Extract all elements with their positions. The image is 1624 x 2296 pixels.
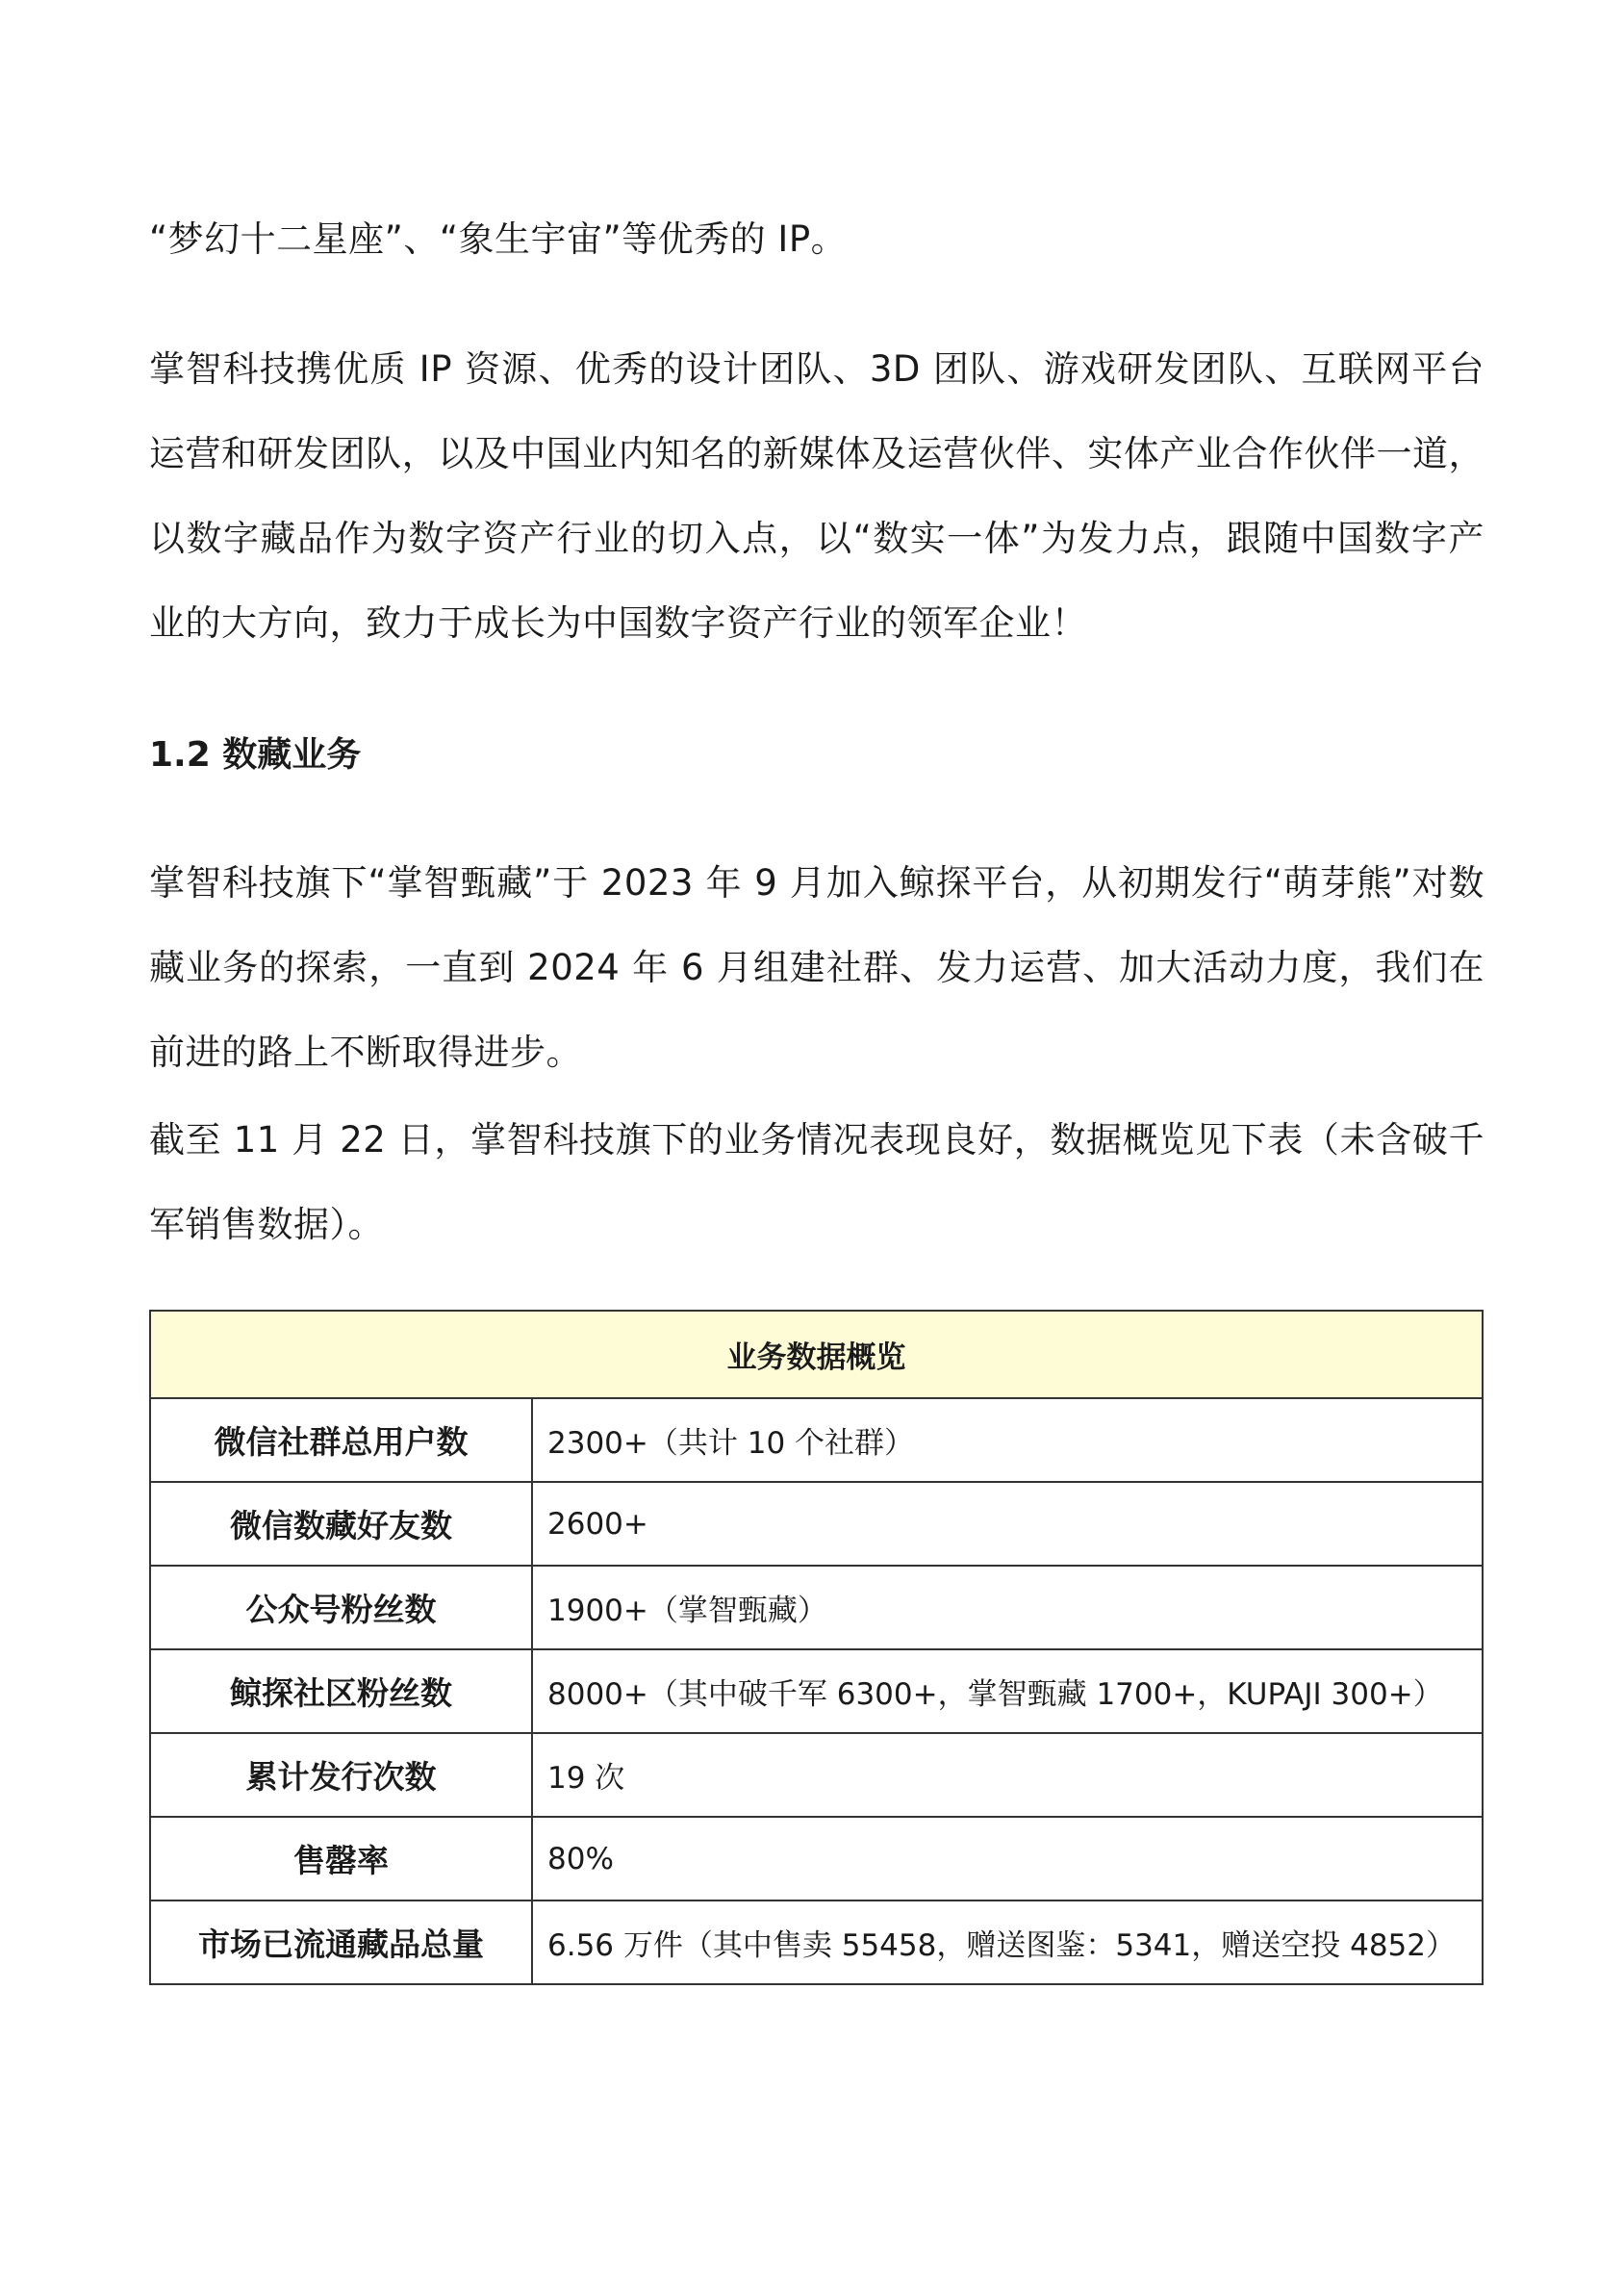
row-label: 鲸探社区粉丝数 [150, 1649, 532, 1733]
table-title: 业务数据概览 [150, 1311, 1483, 1398]
table-row [150, 1566, 1483, 1649]
row-label: 微信数藏好友数 [150, 1482, 532, 1566]
table-title-row [150, 1311, 1483, 1398]
intro-paragraph-2: 掌智科技携优质 IP 资源、优秀的设计团队、3D 团队、游戏研发团队、互联网平台运营和研发团队，以及中国业内知名的新媒体及运营伙伴、实体产业合作伙伴一道，以数字藏品作为数字资产行业的切入点，以“数实一体”为发力点，跟随中国数字产业的大方向，致力于成长为中国数字资产行业的领军企业！ [149, 348, 1484, 644]
row-value: 8000+（其中破千军 6300+，掌智甄藏 1700+，KUPAJI 300+） [532, 1649, 1483, 1733]
table-row [150, 1733, 1483, 1817]
business-data-table [149, 1310, 1484, 1985]
row-value: 6.56 万件（其中售卖 55458，赠送图鉴：5341，赠送空投 4852） [532, 1901, 1483, 1984]
row-label: 累计发行次数 [150, 1733, 532, 1817]
row-label: 市场已流通藏品总量 [150, 1901, 532, 1984]
table-row [150, 1901, 1483, 1984]
row-label: 公众号粉丝数 [150, 1566, 532, 1649]
table-row [150, 1482, 1483, 1566]
section-paragraph-1: 掌智科技旗下“掌智甄藏”于 2023 年 9 月加入鲸探平台，从初期发行“萌芽熊”对数藏业务的探索，一直到 2024 年 6 月组建社群、发力运营、加大活动力度，我们在前进的路上不断取得进步。 [149, 862, 1484, 1073]
row-value: 19 次 [532, 1733, 1483, 1817]
row-value: 2300+（共计 10 个社群） [532, 1398, 1483, 1482]
intro-paragraph-1: “梦幻十二星座”、“象生宇宙”等优秀的 IP。 [149, 218, 848, 260]
section-paragraph-2: 截至 11 月 22 日，掌智科技旗下的业务情况表现良好，数据概览见下表（未含破千军销售数据）。 [149, 1119, 1484, 1245]
row-label: 售罄率 [150, 1817, 532, 1901]
table-row [150, 1649, 1483, 1733]
table-row [150, 1398, 1483, 1482]
section-heading: 1.2 数藏业务 [149, 735, 362, 775]
row-value: 1900+（掌智甄藏） [532, 1566, 1483, 1649]
row-value: 2600+ [532, 1482, 1483, 1566]
table-row [150, 1817, 1483, 1901]
row-label: 微信社群总用户数 [150, 1398, 532, 1482]
row-value: 80% [532, 1817, 1483, 1901]
